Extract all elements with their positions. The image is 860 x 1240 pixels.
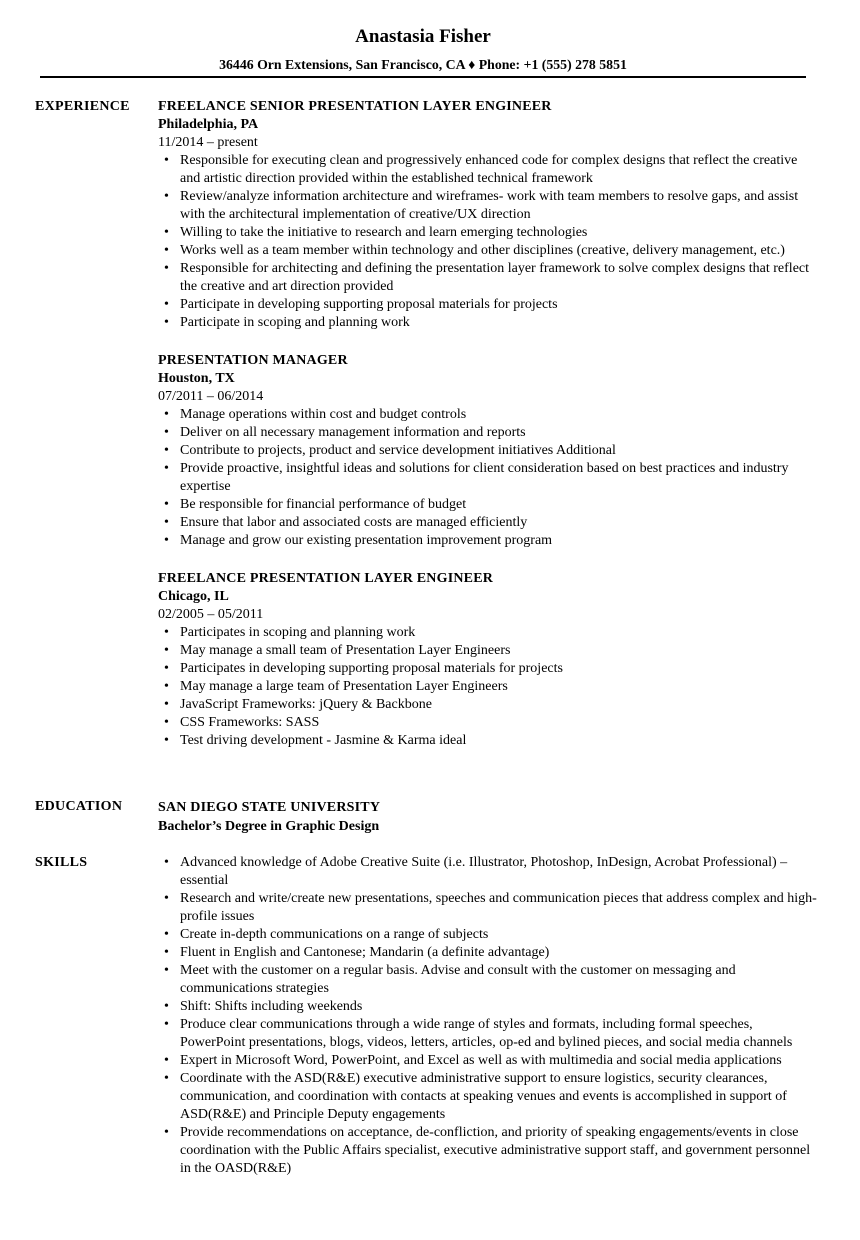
job-location: Philadelphia, PA [158, 117, 259, 132]
list-item: • CSS Frameworks: SASS [158, 714, 818, 732]
list-item: • Meet with the customer on a regular basis. Advise and consult with the customer on messaging and communications strategies [158, 962, 818, 998]
list-item: • Responsible for executing clean and progressively enhanced code for complex designs that reflect the creative and artistic direction provided within the established technical framework [158, 152, 818, 188]
skills-list [158, 854, 818, 1178]
job-entry [158, 570, 818, 750]
list-item: • Responsible for architecting and defining the presentation layer framework to solve complex designs that reflect the creative and art direction provided [158, 260, 818, 296]
list-item: • Deliver on all necessary management information and reports [158, 424, 818, 442]
job-title: PRESENTATION MANAGER [158, 353, 348, 368]
job-duties [158, 406, 818, 550]
list-item: • Test driving development - Jasmine & Karma ideal [158, 732, 818, 750]
skills-heading: SKILLS [35, 855, 88, 870]
job-location: Chicago, IL [158, 589, 229, 604]
job-duties [158, 152, 818, 332]
education-heading: EDUCATION [35, 799, 123, 814]
job-dates: 07/2011 – 06/2014 [158, 389, 264, 404]
list-item: • Participates in developing supporting proposal materials for projects [158, 660, 818, 678]
list-item: • Participate in scoping and planning work [158, 314, 818, 332]
job-dates: 11/2014 – present [158, 135, 258, 150]
list-item: • Advanced knowledge of Adobe Creative Suite (i.e. Illustrator, Photoshop, InDesign, Acrobat Professional) – essential [158, 854, 818, 890]
list-item: • Willing to take the initiative to research and learn emerging technologies [158, 224, 818, 242]
job-title: FREELANCE SENIOR PRESENTATION LAYER ENGINEER [158, 99, 552, 114]
list-item: • Participates in scoping and planning work [158, 624, 818, 642]
list-item: • Create in-depth communications on a range of subjects [158, 926, 818, 944]
school-name: SAN DIEGO STATE UNIVERSITY [158, 800, 381, 815]
list-item: • Works well as a team member within technology and other disciplines (creative, delivery management, etc.) [158, 242, 818, 260]
degree: Bachelor’s Degree in Graphic Design [158, 819, 380, 834]
list-item: • Shift: Shifts including weekends [158, 998, 818, 1016]
list-item: • Fluent in English and Cantonese; Mandarin (a definite advantage) [158, 944, 818, 962]
experience-body [158, 98, 818, 770]
job-entry [158, 352, 818, 550]
header-divider [40, 76, 806, 78]
education-body [158, 798, 818, 836]
list-item: • Manage and grow our existing presentation improvement program [158, 532, 818, 550]
experience-heading: EXPERIENCE [35, 99, 130, 114]
list-item: • JavaScript Frameworks: jQuery & Backbone [158, 696, 818, 714]
list-item: • Review/analyze information architecture and wireframes- work with team members to resolve gaps, and assist with the architectural implementation of creative/UX direction [158, 188, 818, 224]
job-title: FREELANCE PRESENTATION LAYER ENGINEER [158, 571, 494, 586]
list-item: • Research and write/create new presentations, speeches and communication pieces that address complex and high-profile issues [158, 890, 818, 926]
job-duties [158, 624, 818, 750]
job-entry [158, 98, 818, 332]
list-item: • Produce clear communications through a wide range of styles and formats, including formal speeches, PowerPoint presentations, blogs, videos, letters, articles, op-ed and bylined pieces, and social media channels [158, 1016, 818, 1052]
job-location: Houston, TX [158, 371, 235, 386]
skills-body [158, 854, 818, 1178]
contact-line: 36446 Orn Extensions, San Francisco, CA ♦ Phone: +1 (555) 278 5851 [219, 57, 627, 72]
candidate-name: Anastasia Fisher [355, 26, 491, 47]
list-item: • May manage a large team of Presentation Layer Engineers [158, 678, 818, 696]
list-item: • Contribute to projects, product and service development initiatives Additional [158, 442, 818, 460]
list-item: • Participate in developing supporting proposal materials for projects [158, 296, 818, 314]
list-item: • Manage operations within cost and budget controls [158, 406, 818, 424]
job-dates: 02/2005 – 05/2011 [158, 607, 264, 622]
list-item: • Expert in Microsoft Word, PowerPoint, and Excel as well as with multimedia and social media applications [158, 1052, 818, 1070]
list-item: • Coordinate with the ASD(R&E) executive administrative support to ensure logistics, security clearances, communication, and coordination with contacts at speaking venues and events is accomplished in support of ASD(R&E) and Principle Deputy engagements [158, 1070, 818, 1124]
list-item: • Provide recommendations on acceptance, de-confliction, and priority of speaking engagements/events in close coordination with the Public Affairs specialist, executive administrative support staff, and government personnel in the OASD(R&E) [158, 1124, 818, 1178]
list-item: • Ensure that labor and associated costs are managed efficiently [158, 514, 818, 532]
list-item: • Be responsible for financial performance of budget [158, 496, 818, 514]
list-item: • Provide proactive, insightful ideas and solutions for client consideration based on best practices and industry expertise [158, 460, 818, 496]
list-item: • May manage a small team of Presentation Layer Engineers [158, 642, 818, 660]
resume-header [40, 24, 806, 74]
